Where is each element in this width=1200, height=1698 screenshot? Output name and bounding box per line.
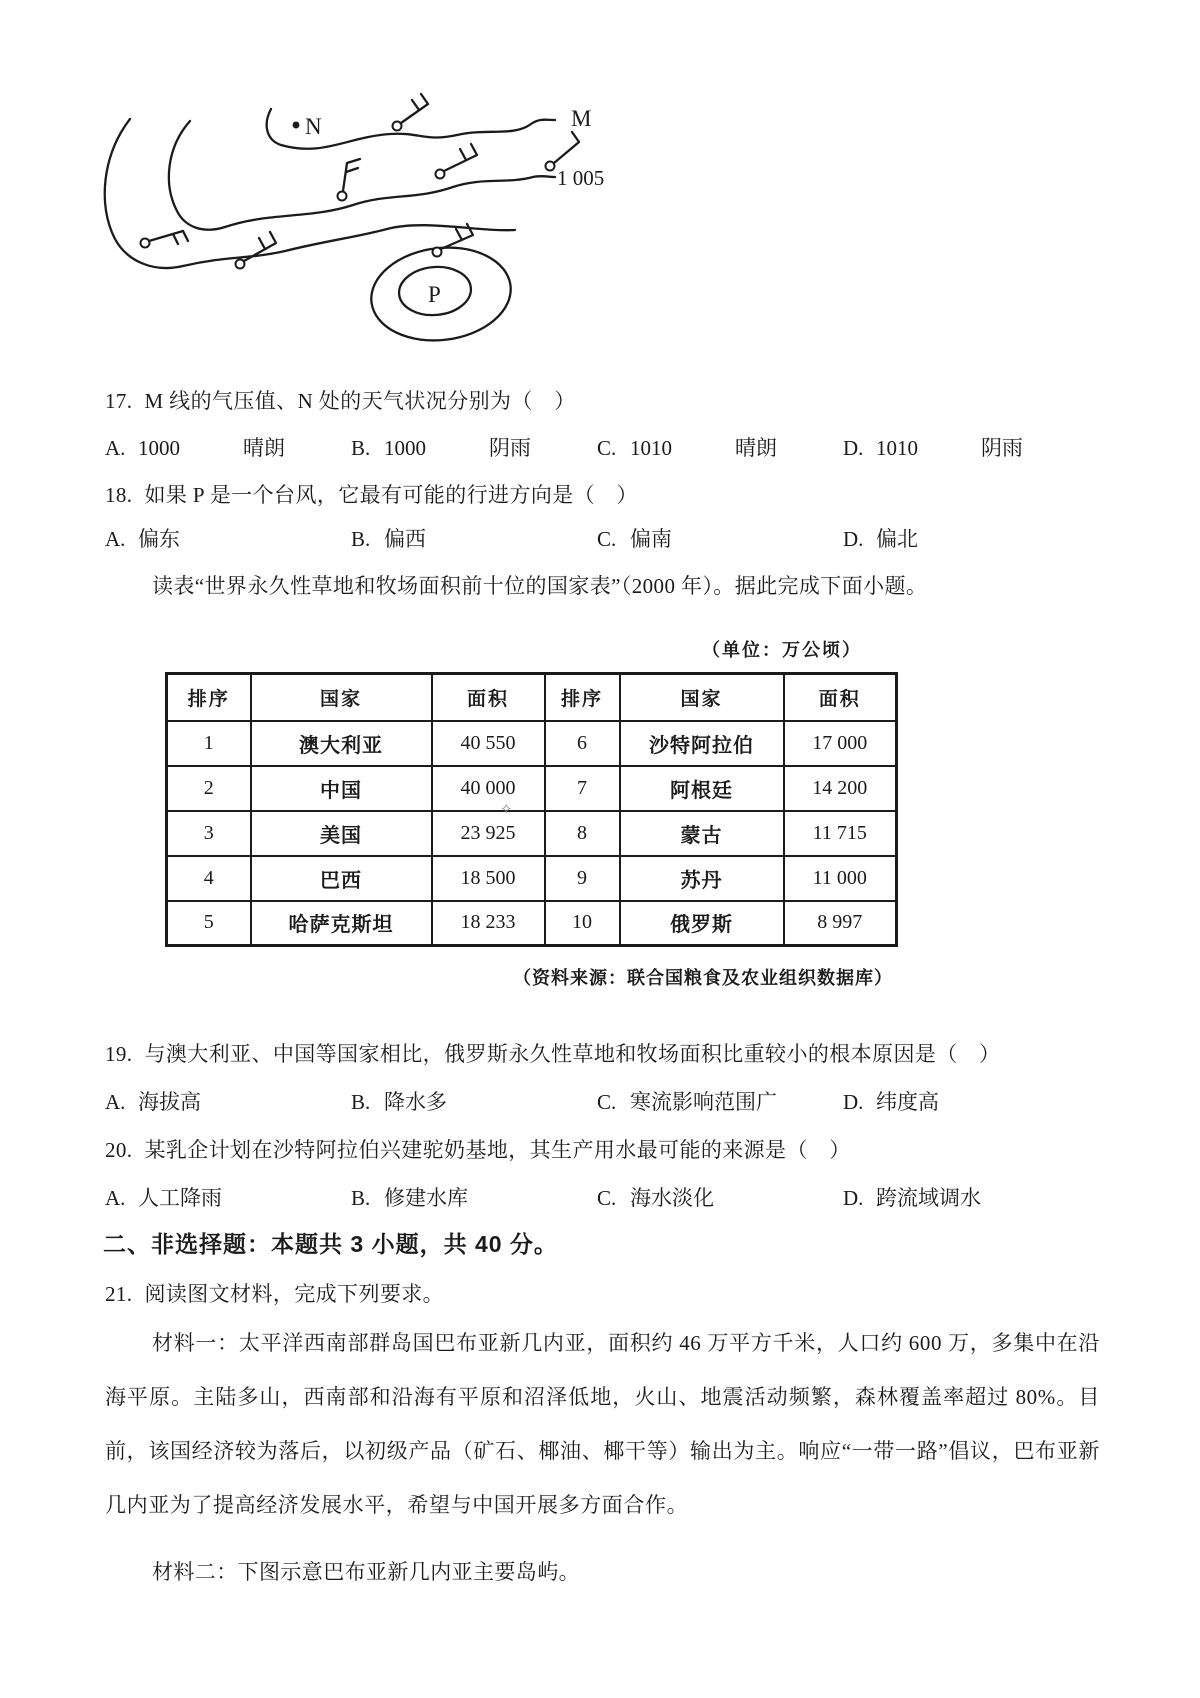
question-number: 18. bbox=[105, 483, 133, 507]
option-c: C. 海水淡化 bbox=[597, 1186, 714, 1210]
question-19 bbox=[105, 1038, 1000, 1068]
option-b: B. 修建水库 bbox=[351, 1186, 468, 1210]
material-2-line: 材料二：下图示意巴布亚新几内亚主要岛屿。 bbox=[152, 1560, 580, 1584]
wind-barb-icon bbox=[141, 231, 189, 248]
option-a: A. 1000 晴朗 bbox=[105, 436, 285, 460]
wind-barb-icon bbox=[436, 144, 478, 179]
option-d: D. 纬度高 bbox=[843, 1090, 939, 1114]
question-number: 17. bbox=[105, 389, 133, 413]
question-19-options bbox=[105, 1086, 1125, 1116]
question-number: 20. bbox=[105, 1138, 133, 1162]
table-row: 1 澳大利亚 40 550 6 沙特阿拉伯 17 000 bbox=[167, 721, 897, 766]
table-row: 3 美国 23 925 8 蒙古 11 715 bbox=[167, 811, 897, 856]
option-b: B. 降水多 bbox=[351, 1090, 447, 1114]
question-18 bbox=[105, 479, 638, 509]
question-20 bbox=[105, 1134, 851, 1164]
grassland-table bbox=[165, 672, 898, 947]
question-text: 如果 P 是一个台风，它最有可能的行进方向是（ ） bbox=[144, 483, 638, 507]
question-18-options bbox=[105, 523, 1125, 553]
option-a: A. 人工降雨 bbox=[105, 1186, 222, 1210]
option-b: B. 偏西 bbox=[351, 527, 426, 551]
col-header: 国家 bbox=[251, 674, 432, 721]
section-2-title: 二、非选择题：本题共 3 小题，共 40 分。 bbox=[103, 1231, 558, 1257]
table-unit-note: （单位：万公顷） bbox=[702, 640, 862, 660]
col-header: 国家 bbox=[620, 674, 784, 721]
option-c: C. 1010 晴朗 bbox=[597, 436, 777, 460]
scan-cursor-artifact: ✧ bbox=[500, 802, 513, 818]
n-point-dot bbox=[293, 122, 300, 129]
question-number: 19. bbox=[105, 1042, 133, 1066]
question-text: 阅读图文材料，完成下列要求。 bbox=[144, 1282, 445, 1306]
wind-barb-icon bbox=[338, 159, 361, 201]
col-header: 面积 bbox=[432, 674, 545, 721]
table-intro: 读表“世界永久性草地和牧场面积前十位的国家表”（2000 年）。据此完成下面小题。 bbox=[152, 574, 928, 598]
question-text: 某乳企计划在沙特阿拉伯兴建驼奶基地，其生产用水最可能的来源是（ ） bbox=[144, 1138, 851, 1162]
option-b: B. 1000 阴雨 bbox=[351, 436, 531, 460]
col-header: 排序 bbox=[545, 674, 620, 721]
option-c: C. 寒流影响范围广 bbox=[597, 1090, 777, 1114]
question-21 bbox=[105, 1278, 444, 1308]
table-row: 5 哈萨克斯坦 18 233 10 俄罗斯 8 997 bbox=[167, 901, 897, 946]
isobar-1005-curve bbox=[169, 121, 555, 230]
question-text: 与澳大利亚、中国等国家相比，俄罗斯永久性草地和牧场面积比重较小的根本原因是（ ） bbox=[144, 1042, 1001, 1066]
table-header-row bbox=[167, 674, 897, 721]
wind-barb-icon bbox=[393, 94, 429, 131]
table-source-note: （资料来源：联合国粮食及农业组织数据库） bbox=[513, 968, 893, 988]
col-header: 排序 bbox=[167, 674, 251, 721]
col-header: 面积 bbox=[784, 674, 897, 721]
p-outer-isobar bbox=[366, 240, 516, 348]
n-point-label: N bbox=[305, 114, 322, 139]
option-a: A. 海拔高 bbox=[105, 1090, 201, 1114]
question-text: M 线的气压值、N 处的天气状况分别为（ ） bbox=[144, 389, 576, 413]
question-20-options bbox=[105, 1182, 1125, 1212]
question-17-options bbox=[105, 432, 1125, 462]
question-number: 21. bbox=[105, 1282, 133, 1306]
option-d: D. 跨流域调水 bbox=[843, 1186, 981, 1210]
table-row: 2 中国 40 000 7 阿根廷 14 200 bbox=[167, 766, 897, 811]
wind-barb-icon bbox=[236, 232, 277, 269]
p-center-label: P bbox=[428, 282, 441, 307]
option-d: D. 偏北 bbox=[843, 527, 918, 551]
isobar-bottom-curve bbox=[105, 119, 515, 268]
option-a: A. 偏东 bbox=[105, 527, 180, 551]
m-line-label: M bbox=[571, 106, 592, 131]
option-c: C. 偏南 bbox=[597, 527, 672, 551]
question-17 bbox=[105, 385, 576, 415]
wind-barb-icon bbox=[546, 132, 580, 171]
table-row: 4 巴西 18 500 9 苏丹 11 000 bbox=[167, 856, 897, 901]
isobar-value-label: 1 005 bbox=[557, 166, 605, 190]
option-d: D. 1010 阴雨 bbox=[843, 436, 1023, 460]
material-1-paragraph: 材料一：太平洋西南部群岛国巴布亚新几内亚，面积约 46 万平方千米，人口约 600 万，多集中在沿海平原。主陆多山，西南部和沿海有平原和沼泽低地，火山、地震活动频繁，森林覆盖率超过 80%。目前，该国经济较为落后，以初级产品（矿石、椰油、椰干等）输出为主。响应“一带一路”倡议，巴布亚新几内亚为了提高经济发展水平，希望与中国开展多方面合作。 bbox=[105, 1331, 1100, 1517]
weather-map-diagram bbox=[85, 78, 645, 370]
